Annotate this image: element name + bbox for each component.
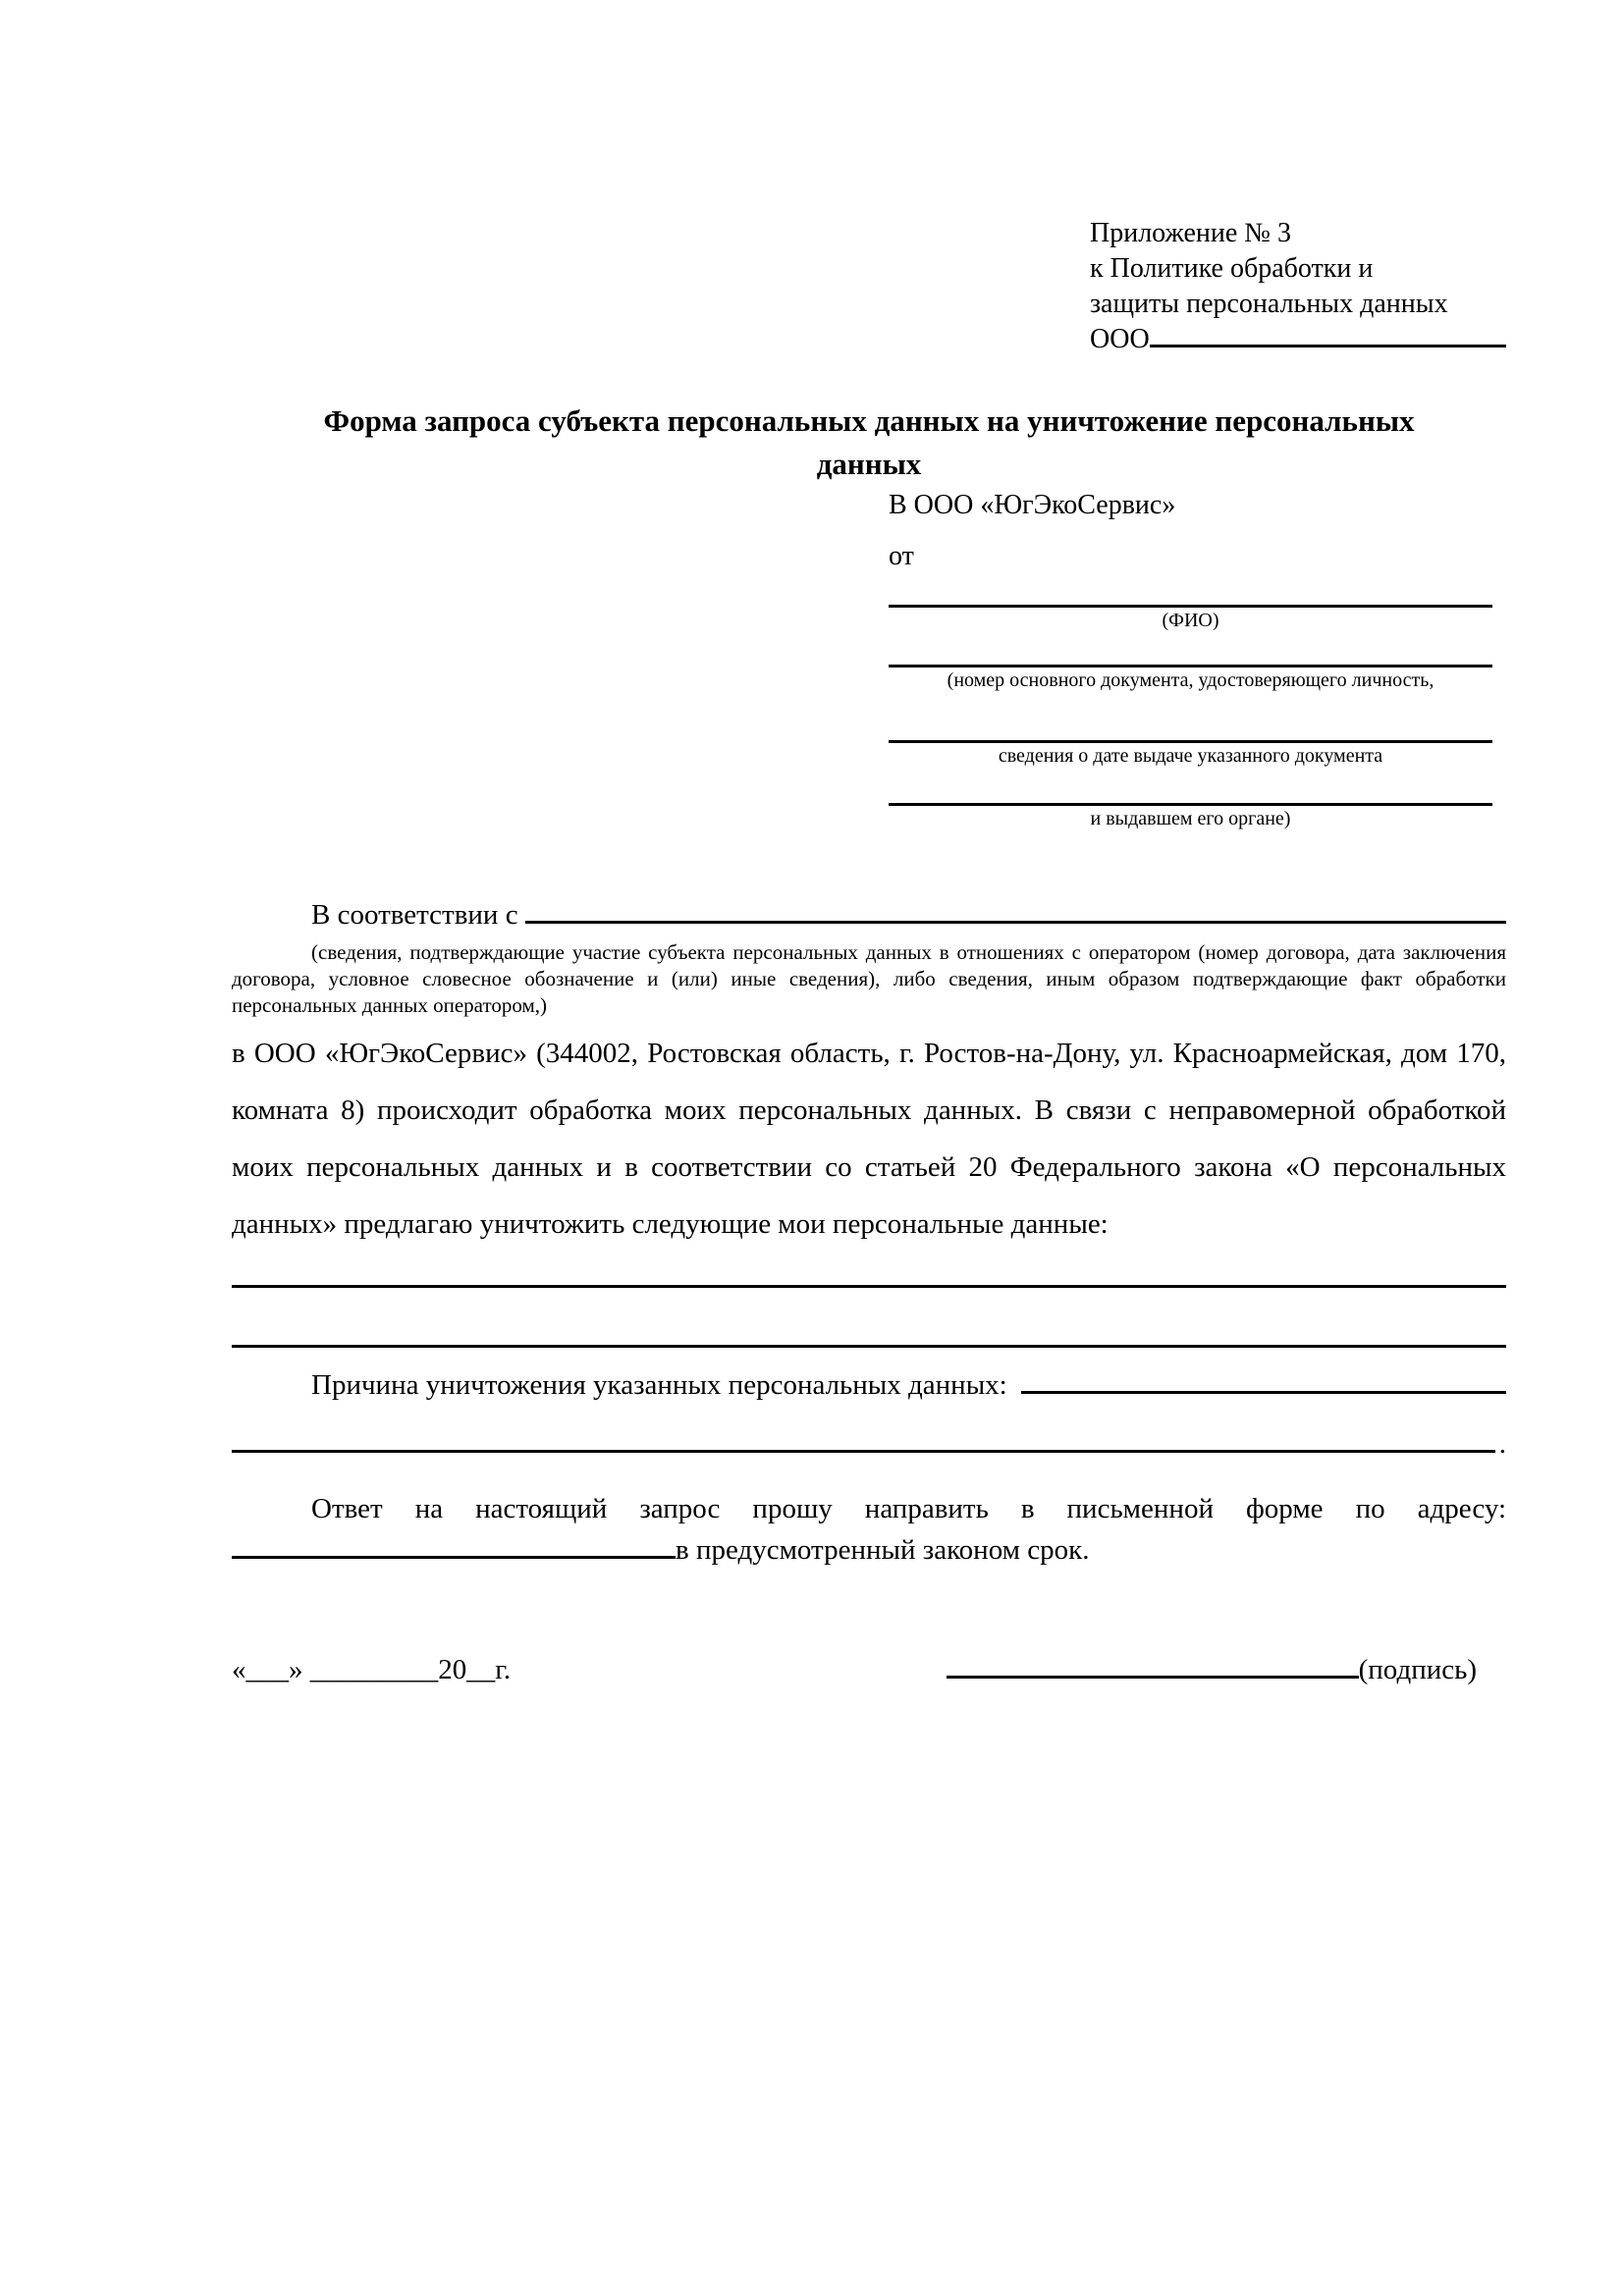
reply-tail-text: в предусмотренный законом срок. [676,1534,1090,1566]
addressee-block [889,486,1492,831]
accordance-row [232,894,1506,935]
date-field: «___» _________20__г. [232,1654,512,1685]
issue-date-blank-line [889,693,1492,743]
appendix-company-row [1090,322,1506,357]
reason-blank-line [1021,1391,1506,1394]
accordance-blank-line [525,921,1506,924]
reply-paragraph: Ответ на настоящий запрос прошу направить в письменной форме по адресу: [311,1493,1506,1524]
reply-tail-row [232,1529,1506,1571]
accordance-label: В соответствии с [311,899,525,931]
addressee-to: В ООО «ЮгЭкоСервис» [889,490,1176,520]
appendix-line-2: к Политике обработки и [1090,253,1374,284]
fio-blank-line [889,576,1492,608]
address-blank-line [232,1556,676,1559]
footer-row [232,1649,1506,1690]
signature-group [947,1649,1477,1690]
data-blank-line-1 [232,1253,1506,1288]
fio-caption: (ФИО) [1162,610,1219,631]
reason-continuation-line [232,1450,1495,1453]
reason-row [232,1364,1506,1406]
form-title: Форма запроса субъекта персональных данных на уничтожение персональных данных [323,403,1415,481]
appendix-line-3: защиты персональных данных [1090,289,1448,319]
document-number-caption: (номер основного документа, удостоверяющего личность, [947,669,1435,691]
company-prefix: ООО [1090,324,1150,354]
addressee-from: от [889,541,914,571]
company-blank-line [1150,345,1506,347]
reason-label: Причина уничтожения указанных персональных данных: [311,1369,1007,1401]
appendix-line-1: Приложение № 3 [1090,218,1291,248]
main-paragraph: в ООО «ЮгЭкоСервис» (344002, Ростовская область, г. Ростов-на-Дону, ул. Красноармейская, дом 170, комната 8) происходит обработка моих персональных данных. В связи с неправомерной обработкой моих персональных данных и в соответствии со статьей 20 Федерального закона «О персональных данных» предлагаю уничтожить следующие мои персональные данные: [232,1038,1506,1240]
data-blank-line-2 [232,1288,1506,1348]
document-number-blank-line [889,633,1492,667]
signature-line [947,1676,1359,1679]
legal-note: (сведения, подтверждающие участие субъекта персональных данных в отношениях с оператором (номер договора, дата заключения договора, условное словесное обозначение и (или) иные сведения), либо сведения, иным образом подтверждающие факт обработки персональных данных оператором,) [232,940,1506,1017]
appendix-header [1090,216,1506,357]
issuing-authority-caption: и выдавшем его органе) [1090,808,1291,829]
issue-date-caption: сведения о дате выдаче указанного документа [998,745,1383,767]
issuing-authority-blank-line [889,769,1492,806]
signature-caption: (подпись) [1358,1654,1477,1685]
continuation-period: . [1498,1428,1506,1460]
reason-continuation-row [232,1423,1506,1465]
